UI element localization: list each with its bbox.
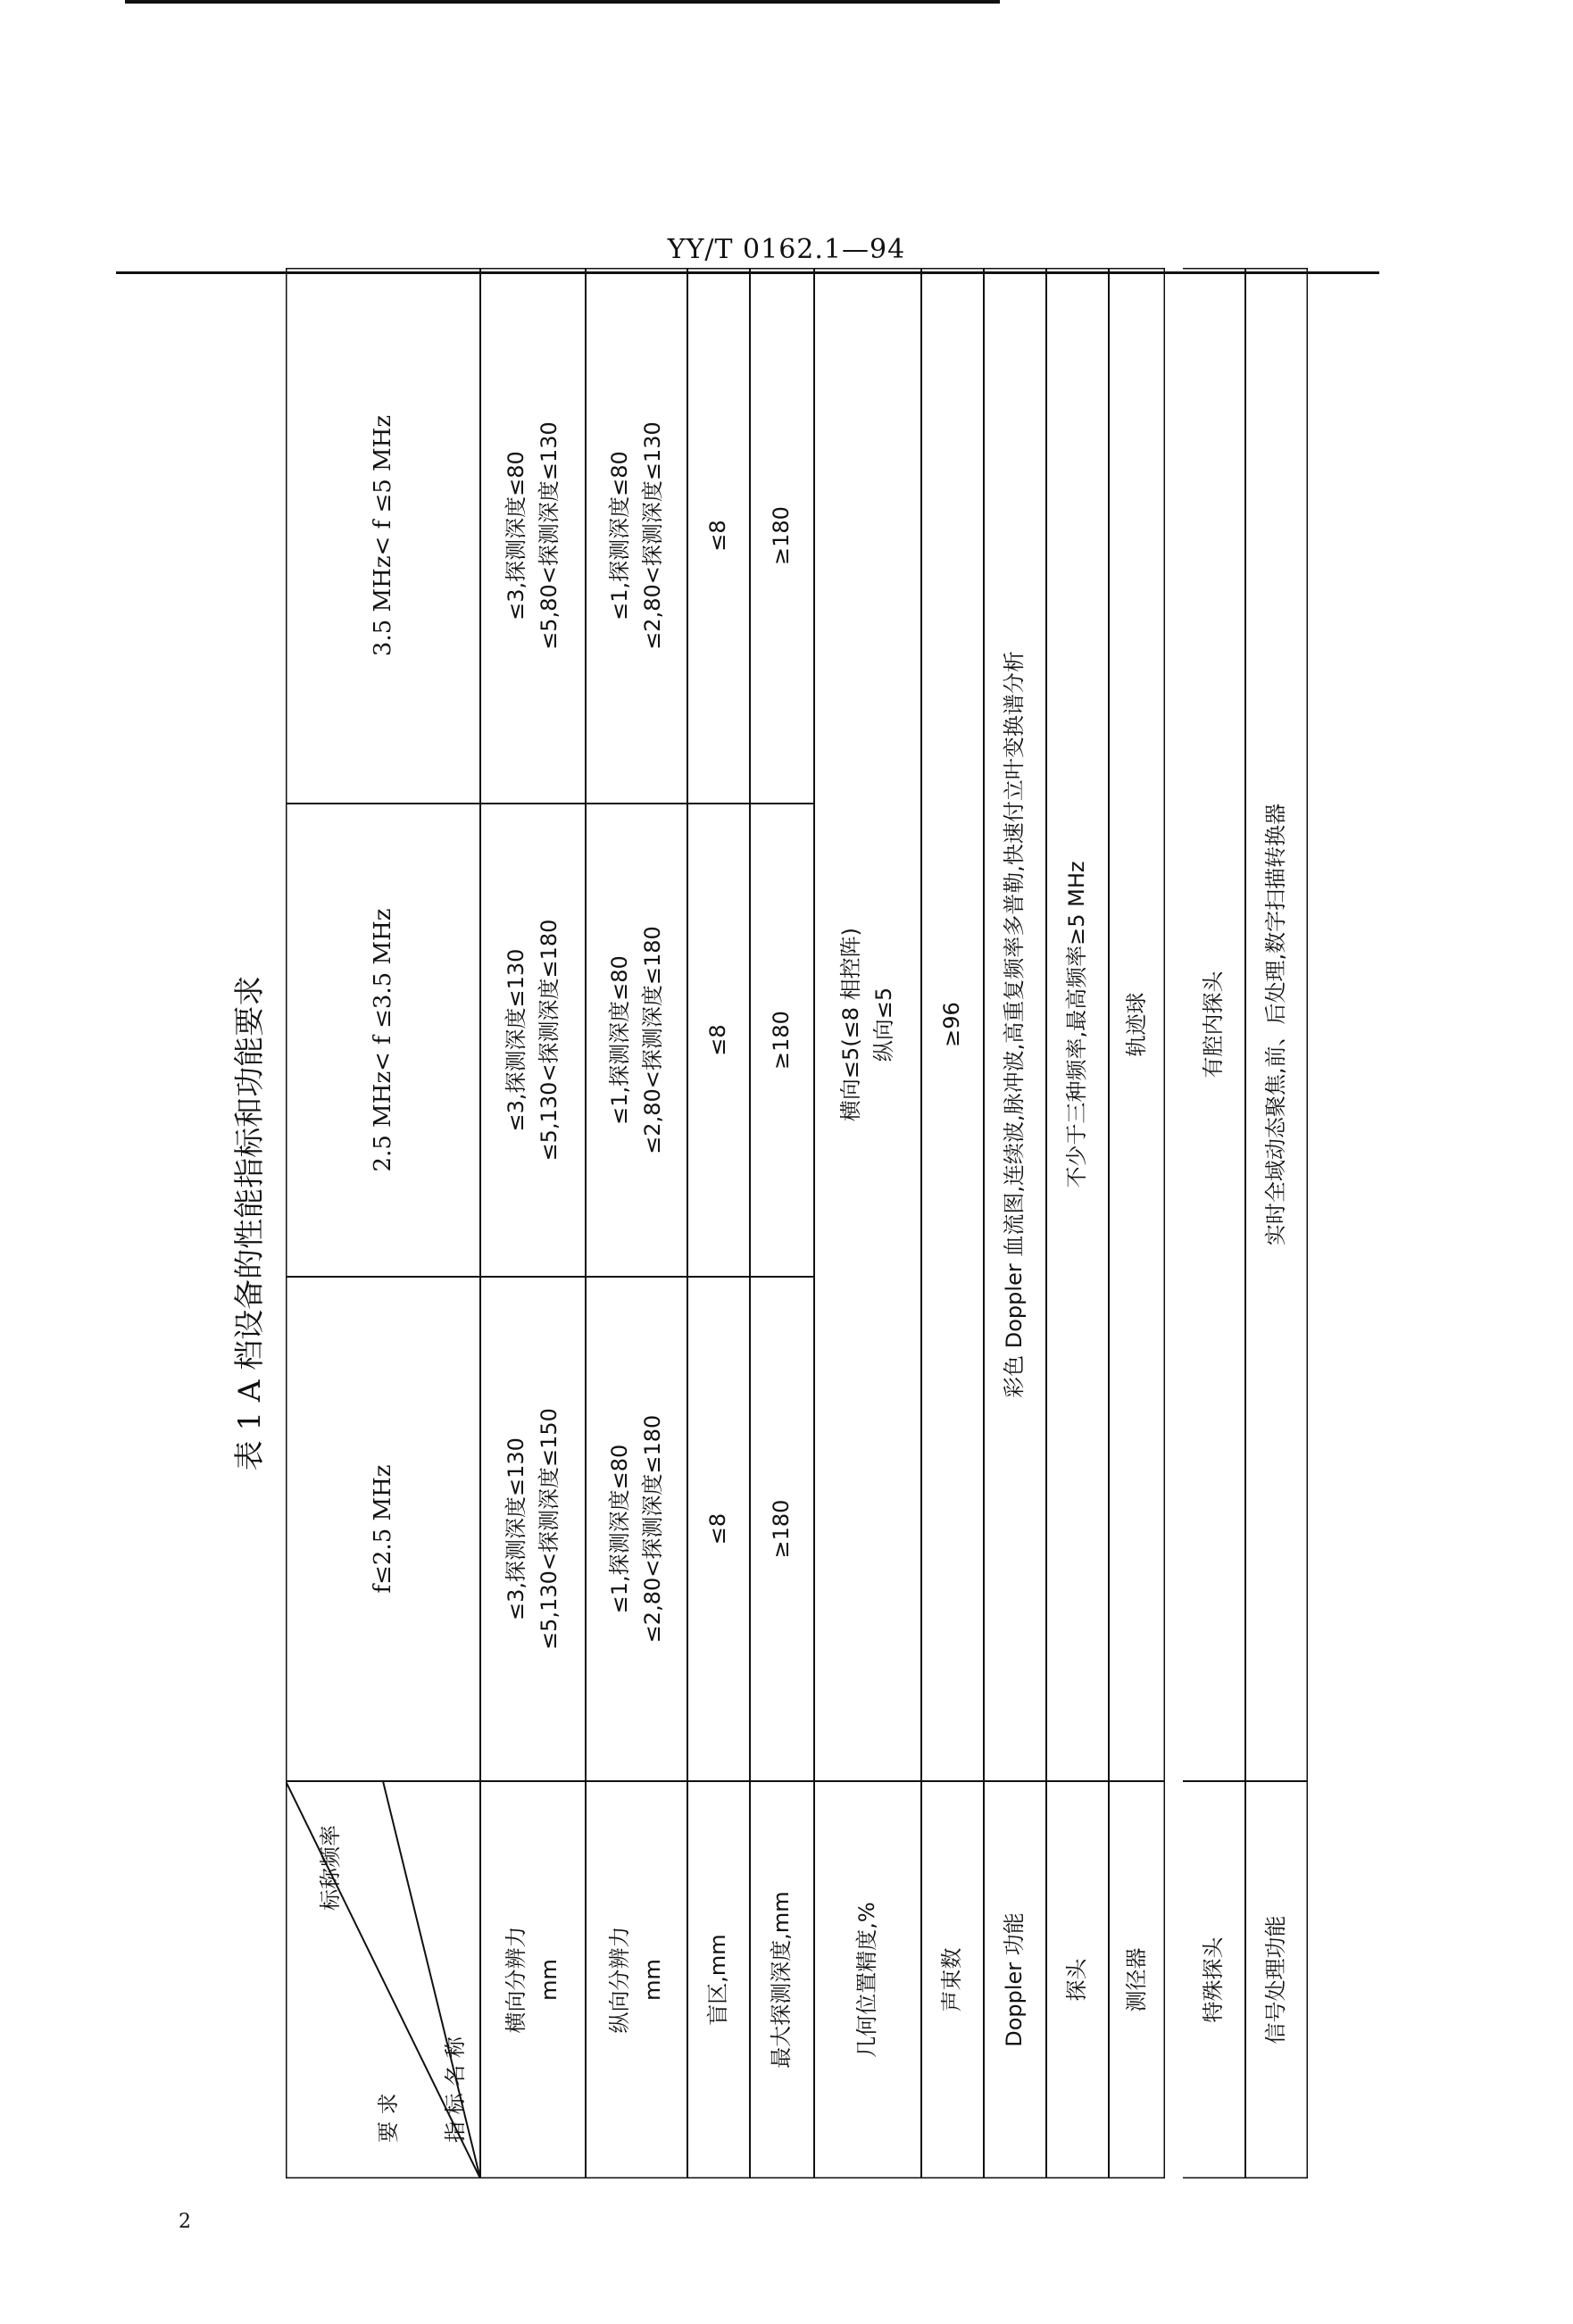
column-header-low: f≤2.5 MHz	[369, 1464, 396, 1594]
caliper-value: 轨迹球	[1123, 992, 1149, 1057]
row-label-special-probe: 特殊探头	[1201, 1937, 1227, 2023]
axial-resolution-high: ≤1,探测深度≤80 ≤2,80<探测深度≤130	[606, 421, 665, 650]
max-depth-low: ≥180	[769, 1499, 795, 1559]
corner-frequency-label: 标称频率	[318, 1825, 343, 1911]
blind-zone-high: ≤8	[705, 520, 731, 552]
axial-resolution-mid: ≤1,探测深度≤80 ≤2,80<探测深度≤180	[606, 926, 665, 1154]
blind-zone-low: ≤8	[705, 1512, 731, 1545]
column-header-high: 3.5 MHz< f ≤5 MHz	[369, 414, 396, 657]
max-depth-high: ≥180	[769, 506, 795, 565]
column-header-mid: 2.5 MHz< f ≤3.5 MHz	[369, 908, 396, 1172]
rotated-table-continuation	[1183, 268, 1308, 2178]
row-label-beam-count: 声束数	[939, 1947, 965, 2012]
standard-code: YY/T 0162.1—94	[667, 234, 906, 265]
top-scan-rule	[125, 0, 1000, 4]
row-label-max-depth: 最大探测深度,mm	[769, 1891, 795, 2069]
max-depth-mid: ≥180	[769, 1011, 795, 1070]
row-label-probe: 探头	[1064, 1958, 1090, 2002]
doppler-value: 彩色 Doppler 血流图,连续波,脉冲波,高重复频率多普勒,快速付立叶变换谱分析	[1002, 651, 1028, 1398]
row-label-lateral-resolution: 横向分辨力 mm	[503, 1926, 562, 2034]
row-label-geometry-accuracy: 几何位置精度,%	[854, 1902, 880, 2058]
row-label-doppler: Doppler 功能	[1002, 1912, 1028, 2047]
row-label-caliper: 测径器	[1123, 1947, 1149, 2012]
geometry-accuracy-value: 横向≤5(≤8 相控阵) 纵向≤5	[837, 927, 896, 1122]
axial-resolution-low: ≤1,探测深度≤80 ≤2,80<探测深度≤180	[606, 1414, 665, 1644]
corner-indicator-label: 指 标 名 称	[443, 2037, 468, 2143]
row-label-axial-resolution: 纵向分辨力 mm	[606, 1926, 665, 2034]
blind-zone-mid: ≤8	[705, 1024, 731, 1056]
spec-table	[286, 268, 1165, 2178]
lateral-resolution-low: ≤3,探测深度≤130 ≤5,130<探测深度≤150	[503, 1408, 562, 1650]
lateral-resolution-mid: ≤3,探测深度≤130 ≤5,130<探测深度≤180	[503, 919, 562, 1162]
lateral-resolution-high: ≤3,探测深度≤80 ≤5,80<探测深度≤130	[503, 421, 562, 650]
corner-requirement-label: 要 求	[376, 2093, 401, 2143]
table-title: 表 1 A 档设备的性能指标和功能要求	[232, 975, 268, 1471]
page-number: 2	[179, 2211, 191, 2233]
rotated-table-block	[223, 268, 1165, 2178]
row-label-blind-zone: 盲区,mm	[705, 1934, 731, 2026]
signal-processing-value: 实时全域动态聚焦,前、后处理,数字扫描转换器	[1263, 803, 1289, 1246]
special-probe-value: 有腔内探头	[1201, 970, 1227, 1079]
probe-value: 不少于三种频率,最高频率≥5 MHz	[1064, 861, 1090, 1188]
beam-count-value: ≥96	[939, 1002, 965, 1047]
row-label-signal-processing: 信号处理功能	[1263, 1915, 1289, 2045]
